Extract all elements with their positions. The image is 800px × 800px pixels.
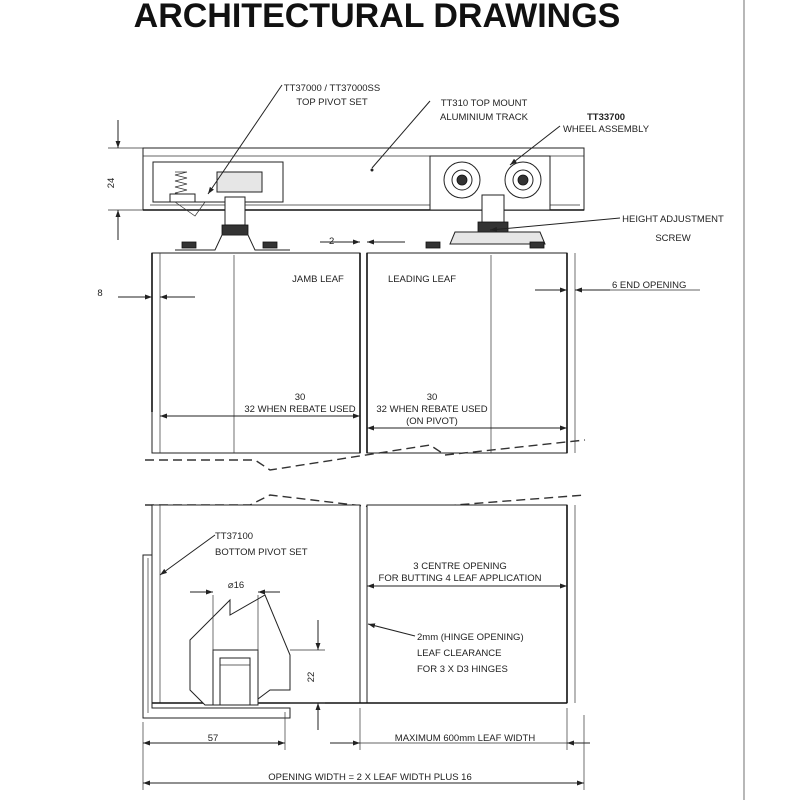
dim-pivot-offset (143, 712, 285, 790)
dim-leaf-gap (320, 236, 405, 247)
svg-text:32 WHEN REBATE USED: 32 WHEN REBATE USED (244, 404, 356, 415)
dim-opening-width (143, 715, 584, 790)
svg-text:FOR BUTTING 4 LEAF APPLICATION: FOR BUTTING 4 LEAF APPLICATION (378, 573, 542, 584)
dim-track-height (106, 120, 143, 240)
svg-text:TT310 TOP MOUNT: TT310 TOP MOUNT (440, 98, 528, 109)
svg-text:32 WHEN REBATE USED: 32 WHEN REBATE USED (376, 404, 488, 415)
svg-text:LEADING LEAF: LEADING LEAF (387, 274, 457, 285)
svg-text:8: 8 (97, 288, 103, 299)
svg-text:LEAF CLEARANCE: LEAF CLEARANCE (417, 648, 502, 659)
page-title: ARCHITECTURAL DRAWINGS (133, 0, 621, 35)
svg-text:2: 2 (329, 236, 335, 247)
svg-text:57: 57 (207, 733, 219, 744)
svg-text:BOTTOM PIVOT SET: BOTTOM PIVOT SET (215, 547, 308, 558)
svg-text:22: 22 (306, 671, 317, 683)
svg-text:TOP PIVOT SET: TOP PIVOT SET (296, 97, 368, 108)
svg-text:(ON PIVOT): (ON PIVOT) (406, 416, 458, 427)
svg-text:MAXIMUM 600mm LEAF WIDTH: MAXIMUM 600mm LEAF WIDTH (394, 733, 536, 744)
svg-text:WHEEL ASSEMBLY: WHEEL ASSEMBLY (562, 124, 650, 135)
svg-text:OPENING WIDTH = 2 X LEAF WIDTH: OPENING WIDTH = 2 X LEAF WIDTH PLUS 16 (268, 772, 472, 783)
svg-text:HEIGHT ADJUSTMENT: HEIGHT ADJUSTMENT (622, 214, 724, 225)
svg-text:3 CENTRE OPENING: 3 CENTRE OPENING (413, 561, 507, 572)
svg-text:SCREW: SCREW (655, 233, 691, 244)
svg-text:TT37000 / TT37000SS: TT37000 / TT37000SS (283, 83, 381, 94)
svg-text:24: 24 (106, 177, 117, 189)
wheel-assembly (426, 156, 550, 248)
svg-text:⌀16: ⌀16 (227, 580, 245, 591)
svg-text:FOR 3 X D3 HINGES: FOR 3 X D3 HINGES (417, 664, 508, 675)
svg-text:30: 30 (426, 392, 438, 403)
svg-text:6 END OPENING: 6 END OPENING (612, 280, 687, 291)
svg-text:2mm (HINGE OPENING): 2mm (HINGE OPENING) (417, 632, 524, 643)
svg-text:TT37100: TT37100 (215, 531, 254, 542)
svg-text:JAMB LEAF: JAMB LEAF (292, 274, 344, 285)
svg-text:TT33700: TT33700 (586, 112, 626, 123)
svg-text:ALUMINIUM TRACK: ALUMINIUM TRACK (440, 112, 528, 123)
door-leaves-top (152, 253, 575, 453)
dim-max-leaf-width (330, 708, 590, 750)
svg-text:30: 30 (294, 392, 306, 403)
